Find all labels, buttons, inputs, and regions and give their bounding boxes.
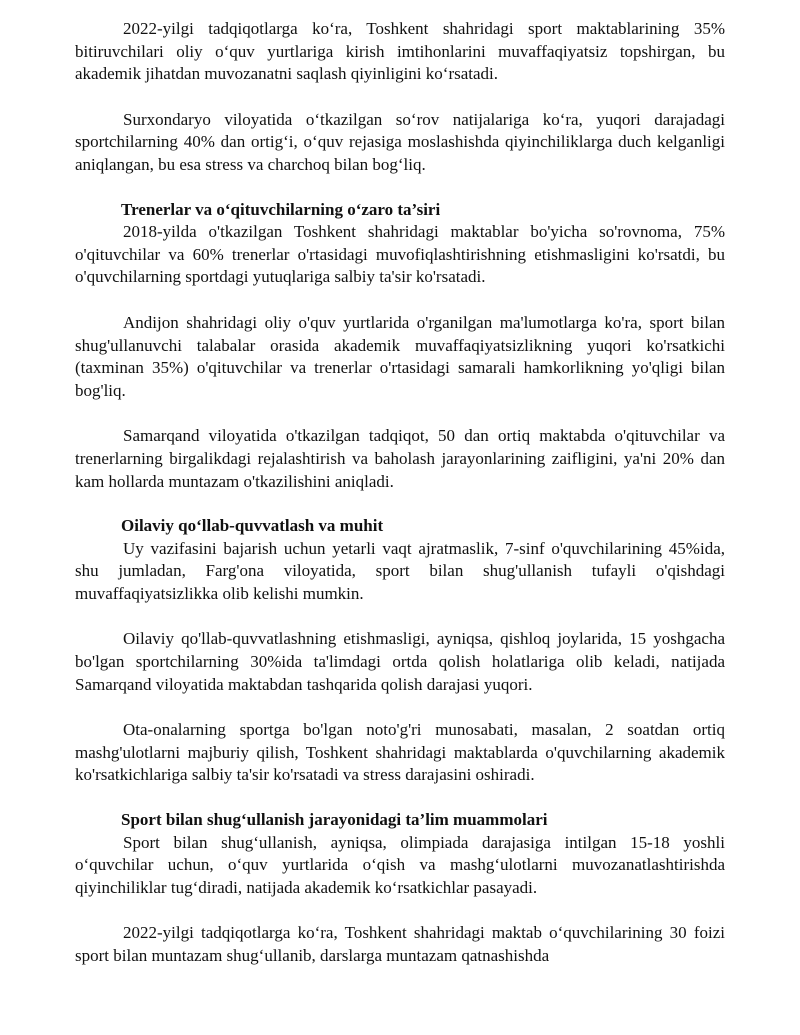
paragraph: Andijon shahridagi oliy o'quv yurtlarida o'rganilgan ma'lumotlarga ko'ra, sport bilan shug'ullanuvchi talabalar orasida akademik muvaffaqiyatsizlikning yuqori ko'rsatkichi (taxminan 35%) o'qituvchilar va trenerlar o'rtasidagi samarali hamkorlikning yo'qligi bilan bog'liq. bbox=[75, 312, 725, 400]
section-heading: Trenerlar va o‘qituvchilarning o‘zaro ta’siri bbox=[121, 199, 441, 219]
paragraph: 2022-yilgi tadqiqotlarga ko‘ra, Toshkent shahridagi maktab o‘quvchilarining 30 foizi sport bilan muntazam shug‘ullanib, darslarga muntazam qatnashishda bbox=[75, 923, 725, 965]
paragraph: Oilaviy qo'llab-quvvatlashning etishmasligi, ayniqsa, qishloq joylarida, 15 yoshgacha bo'lgan sportchilarning 30%ida ta'limdagi ortda qolish holatlariga olib keladi, natijada Samarqand viloyatida maktabdan tashqarida qolish darajasi yuqori. bbox=[75, 629, 725, 694]
paragraph: Uy vazifasini bajarish uchun yetarli vaqt ajratmaslik, 7-sinf o'quvchilarining 45%ida, shu jumladan, Farg'ona viloyatida, sport bilan shug'ullanish tufayli o'qishdagi muvaffaqiyatsizlikka olib kelishi mumkin. bbox=[75, 538, 725, 603]
paragraph: 2022-yilgi tadqiqotlarga ko‘ra, Toshkent shahridagi sport maktablarining 35% bitiruvchilari oliy o‘quv yurtlariga kirish imtihonlarini muvaffaqiyatsiz topshirgan, bu akademik jihatdan muvozanatni saqlash qiyinligini ko‘rsatadi. bbox=[75, 19, 725, 84]
paragraph: Ota-onalarning sportga bo'lgan noto'g'ri munosabati, masalan, 2 soatdan ortiq mashg'ulotlarni majburiy qilish, Toshkent shahridagi maktablarda o'quvchilarning akademik ko'rsatkichlariga salbiy ta'sir ko'rsatadi va stress darajasini oshiradi. bbox=[75, 720, 725, 785]
section-heading: Sport bilan shug‘ullanish jarayonidagi ta’lim muammolari bbox=[121, 810, 548, 830]
paragraph: Sport bilan shug‘ullanish, ayniqsa, olimpiada darajasiga intilgan 15-18 yoshli o‘quvchilar uchun, o‘quv yurtlarida o‘qish va mashg‘ulotlarni muvozanatlashtirishda qiyinchiliklar tug‘diradi, natijada akademik ko‘rsatkichlar pasayadi. bbox=[75, 832, 725, 897]
paragraph: 2018-yilda o'tkazilgan Toshkent shahridagi maktablar bo'yicha so'rovnoma, 75% o'qituvchilar va 60% trenerlar o'rtasidagi muvofiqlashtirishning etishmasligini ko'rsatdi, bu o'quvchilarning sportdagi yutuqlariga salbiy ta'sir ko'rsatadi. bbox=[75, 222, 725, 287]
paragraph: Surxondaryo viloyatida o‘tkazilgan so‘rov natijalariga ko‘ra, yuqori darajadagi sportchilarning 40% dan ortig‘i, o‘quv rejasiga moslashishda qiyinchiliklarga duch kelganligi aniqlangan, bu esa stress va charchoq bilan bog‘liq. bbox=[75, 109, 725, 174]
paragraph: Samarqand viloyatida o'tkazilgan tadqiqot, 50 dan ortiq maktabda o'qituvchilar va trenerlarning birgalikdagi rejalashtirish va baholash jarayonlarining zaifligini, ya'ni 20% dan kam hollarda muntazam o'tkazilishini aniqladi. bbox=[75, 426, 725, 491]
section-heading: Oilaviy qo‘llab-quvvatlash va muhit bbox=[121, 516, 384, 536]
